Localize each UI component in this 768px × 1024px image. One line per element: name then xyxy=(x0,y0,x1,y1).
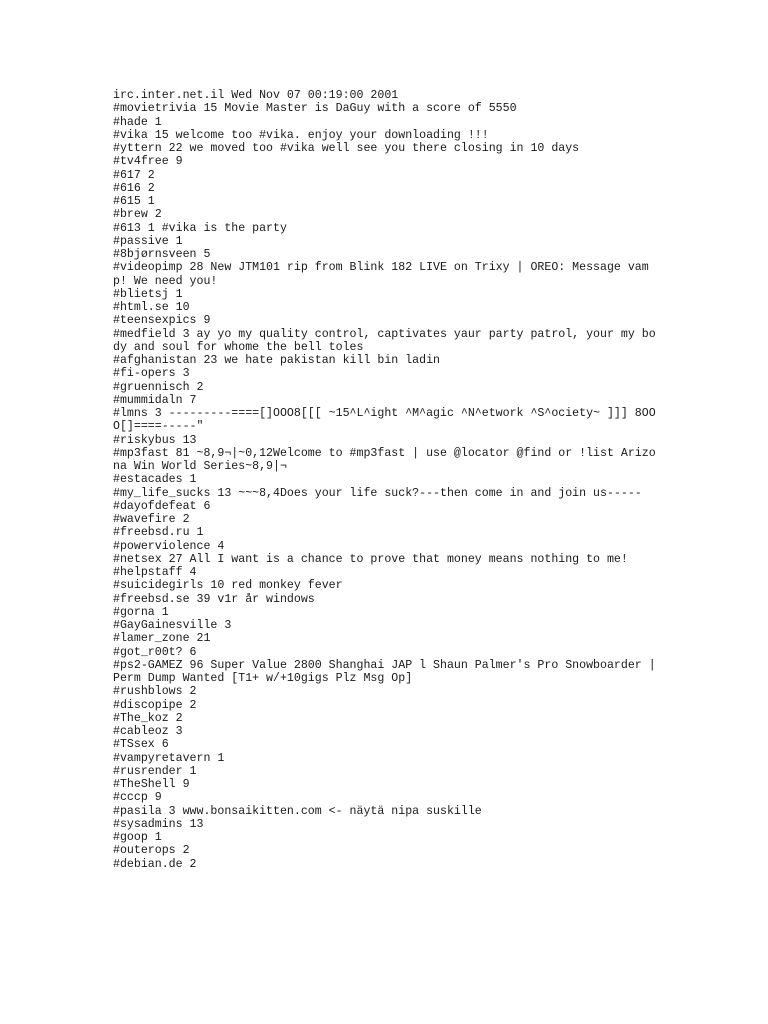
channel-entry: #teensexpics 9 xyxy=(113,314,211,328)
channel-entry: #lamer_zone 21 xyxy=(113,632,211,646)
channel-entry: #brew 2 xyxy=(113,208,162,222)
channel-entry: #wavefire 2 xyxy=(113,513,190,526)
channel-entry: #videopimp 28 New JTM101 rip from Blink 182 LIVE on Trixy | OREO: Message vamp! We need you! xyxy=(113,261,649,288)
channel-entry: #debian.de 2 xyxy=(113,857,197,871)
channel-entry: #TheShell 9 xyxy=(113,778,190,791)
channel-entry: #estacades 1 xyxy=(113,473,197,487)
channel-entry: #8bjørnsveen 5 xyxy=(113,248,211,261)
channel-entry: #yttern 22 we moved too #vika well see you there closing in 10 days xyxy=(113,142,580,155)
channel-entry: #ps2-GAMEZ 96 Super Value 2800 Shanghai JAP l Shaun Palmer's Pro Snowboarder | Perm Dump Wanted [T1+ w/+10gigs Plz Msg Op] xyxy=(113,658,663,685)
channel-entry: #rushblows 2 xyxy=(113,685,197,699)
channel-listing xyxy=(113,89,663,871)
channel-entry: #my_life_sucks 13 ~~~8,4Does your life suck?---then come in and join us----- xyxy=(113,486,642,500)
channel-entry: #powerviolence 4 xyxy=(113,539,225,553)
channel-entry: #hade 1 xyxy=(113,115,162,129)
channel-entry: #freebsd.ru 1 xyxy=(113,526,204,540)
channel-entry: #gorna 1 xyxy=(113,605,169,619)
channel-entry: #discopipe 2 xyxy=(113,698,197,712)
channel-entry: #617 2 xyxy=(113,168,155,182)
channel-entry: #movietrivia 15 Movie Master is DaGuy with a score of 5550 xyxy=(113,102,517,116)
channel-entry: #pasila 3 www.bonsaikitten.com <- näytä nipa suskille xyxy=(113,804,482,818)
channel-entry: #613 1 #vika is the party xyxy=(113,221,287,235)
channel-entry: #netsex 27 All I want is a chance to prove that money means nothing to me! xyxy=(113,552,628,566)
channel-entry: #riskybus 13 xyxy=(113,433,197,447)
channel-entry: #helpstaff 4 xyxy=(113,566,197,579)
channel-entry: #goop 1 xyxy=(113,831,162,844)
channel-entry: #tv4free 9 xyxy=(113,155,183,169)
channel-entry: #dayofdefeat 6 xyxy=(113,499,211,513)
channel-entry: #rusrender 1 xyxy=(113,764,197,778)
channel-entry: #616 2 xyxy=(113,181,155,195)
channel-entry: #freebsd.se 39 v1r år windows xyxy=(113,592,315,606)
channel-entry: #615 1 xyxy=(113,195,155,208)
channel-entry: #blietsj 1 xyxy=(113,287,183,301)
channel-entry: #mp3fast 81 ~8,9¬|~0,12Welcome to #mp3fast | use @locator @find or !list Arizona Win World Series~8,9|¬ xyxy=(113,446,656,473)
server-header-line: irc.inter.net.il Wed Nov 07 00:19:00 2001 xyxy=(113,89,399,102)
channel-entry: #vampyretavern 1 xyxy=(113,751,225,765)
channel-entry: #gruennisch 2 xyxy=(113,380,204,394)
channel-entry: #GayGainesville 3 xyxy=(113,619,232,632)
channel-entry: #html.se 10 xyxy=(113,301,190,314)
channel-entry: #outerops 2 xyxy=(113,844,190,858)
channel-entry: #afghanistan 23 we hate pakistan kill bin ladin xyxy=(113,354,440,367)
channel-entry: #fi-opers 3 xyxy=(113,367,190,381)
channel-entry: #medfield 3 ay yo my quality control, captivates yaur party patrol, your my body and soul for whome the bell toles xyxy=(113,327,656,354)
channel-entry: #suicidegirls 10 red monkey fever xyxy=(113,579,343,593)
channel-entry: #TSsex 6 xyxy=(113,738,169,752)
channel-entry: #mummidaln 7 xyxy=(113,393,197,407)
channel-entry: #cccp 9 xyxy=(113,791,162,805)
channel-entry: #got_r00t? 6 xyxy=(113,645,197,659)
channel-entry: #passive 1 xyxy=(113,234,183,248)
channel-entry: #vika 15 welcome too #vika. enjoy your downloading !!! xyxy=(113,128,489,142)
channel-entry: #The_koz 2 xyxy=(113,711,183,725)
channel-entry: #lmns 3 ---------====[]OOO8[[[ ~15^L^ight ^M^agic ^N^etwork ^S^ociety~ ]]] 8OOO[]====-----" xyxy=(113,407,656,434)
channel-entry: #sysadmins 13 xyxy=(113,817,204,831)
channel-entry: #cableoz 3 xyxy=(113,725,183,738)
